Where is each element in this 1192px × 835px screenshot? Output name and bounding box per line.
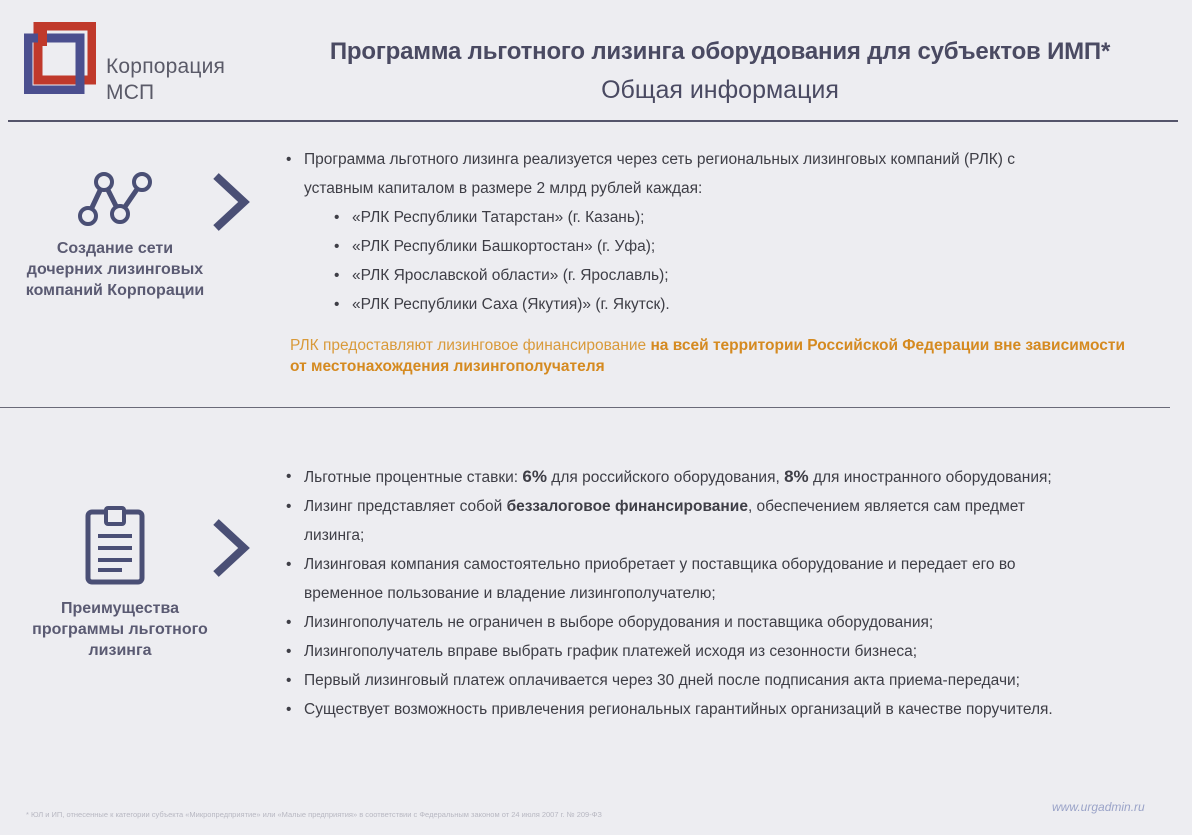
section-divider (0, 407, 1170, 408)
logo-text (106, 54, 225, 106)
text: Льготные процентные ставки: (304, 469, 523, 486)
sublist-item: • «РЛК Республики Татарстан» (г. Казань); (286, 203, 1166, 232)
footnote: * ЮЛ и ИП, отнесенные к категории субъекта «Микропредприятие» или «Малые предприятия» в соответствии с Федеральным законом от 24 июля 2007 г. № 209-ФЗ (26, 810, 602, 819)
section1-label-line: дочерних лизинговых (26, 261, 204, 278)
text: , обеспечением является сам предмет (747, 498, 1025, 515)
rate-foreign: 8% (784, 467, 809, 486)
sublist-item: • «РЛК Ярославской области» (г. Ярославль); (286, 261, 1166, 290)
sublist-item: • «РЛК Республики Башкортостан» (г. Уфа); (286, 232, 1166, 261)
list-item-text: уставным капиталом в размере 2 млрд рублей каждая: (304, 180, 703, 197)
section1-label-line: Создание сети (56, 240, 174, 257)
list-item (286, 492, 1176, 550)
section2-list (286, 462, 1176, 724)
list-item (286, 550, 1176, 608)
text: для иностранного оборудования; (808, 469, 1052, 486)
header-divider (8, 120, 1178, 122)
text: для российского оборудования, (546, 469, 785, 486)
list-item: • Лизингополучатель не ограничен в выборе оборудования и поставщика оборудования; (286, 608, 1176, 637)
list-item (286, 462, 1176, 492)
chevron-right-icon (208, 518, 252, 578)
section2-label-line: программы льготного (32, 621, 208, 638)
text: Лизинговая компания самостоятельно приобретает у поставщика оборудование и передает его во (304, 556, 1016, 573)
rate-russian: 6% (522, 467, 547, 486)
section1-label-line: компаний Корпорации (25, 282, 205, 299)
text: временное пользование и владение лизингополучателю; (304, 585, 716, 602)
list-item (286, 145, 1166, 319)
logo-text-line2: МСП (106, 81, 155, 104)
text: Лизинг представляет собой (304, 498, 507, 515)
corporation-logo-icon (24, 22, 96, 94)
section1-list (286, 145, 1166, 319)
chevron-right-icon (208, 172, 252, 232)
note-bold: на всей территории Российской Федерации вне зависимости от местонахождения лизингополучателя (290, 337, 1125, 375)
network-nodes-icon (76, 168, 156, 228)
rlk-sublist (286, 203, 1166, 319)
section2-label-line: Преимущества (61, 600, 179, 617)
bold-text: беззалоговое финансирование (506, 498, 748, 515)
sublist-item: • «РЛК Республики Саха (Якутия)» (г. Якутск). (286, 290, 1166, 319)
logo-text-line1: Корпорация (106, 55, 226, 78)
list-item: • Существует возможность привлечения региональных гарантийных организаций в качестве поручителя. (286, 695, 1176, 724)
note-plain: РЛК предоставляют лизинговое финансирование (290, 337, 651, 354)
list-item-text: Программа льготного лизинга реализуется через сеть региональных лизинговых компаний (РЛК) с (304, 151, 1016, 168)
rlk-note (290, 335, 1130, 377)
text: лизинга; (304, 527, 365, 544)
page-title: Программа льготного лизинга оборудования для субъектов ИМП* (329, 38, 1111, 65)
list-item: • Первый лизинговый платеж оплачивается через 30 дней после подписания акта приема-передачи; (286, 666, 1176, 695)
section2-label-line: лизинга (88, 642, 152, 659)
section1-label (10, 238, 220, 301)
document-clipboard-icon (84, 506, 146, 586)
list-item: • Лизингополучатель вправе выбрать график платежей исходя из сезонности бизнеса; (286, 637, 1176, 666)
watermark: www.urgadmin.ru (1052, 800, 1145, 814)
page-subtitle: Общая информация (601, 76, 839, 104)
section2-label (10, 598, 230, 661)
